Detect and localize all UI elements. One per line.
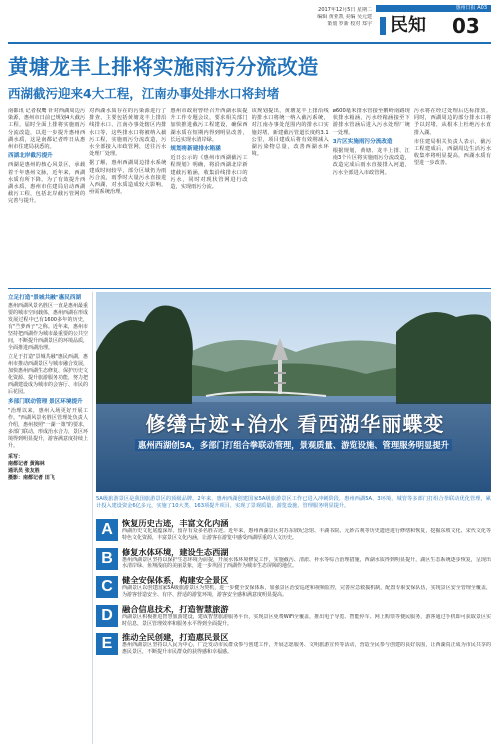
section-heading: 融合信息技术，打造智慧旅游 <box>122 603 229 614</box>
date-line: 2017年12月5日 星期二 <box>318 7 372 13</box>
feature-section <box>96 518 491 542</box>
sidebar-title: 立足打造"景城共融"惠民西湖 <box>8 295 81 301</box>
photo-overlay-title: 修缮古迹+治水 看西湖华丽蝶变 <box>145 412 445 436</box>
section-letter: D <box>96 605 118 627</box>
credit-line: 摄影：南都记者 田飞 <box>8 474 55 481</box>
credit-line: 通讯员 张友胜 <box>8 467 40 474</box>
photo-caption: 5A级旅游景区是我国旅游景区的顶级品牌。2年来，惠州西湖创建国家5A级旅游景区工作已进入冲刺阶段，惠州西湖5A、3环境、城管等多部门打组合拳联动优化管理，累计投入建设资金6亿多元，实施了10大类、163项提升项目，实现了景观质量、游览设施、管理服务明显提升。 <box>96 496 491 509</box>
section-top-bar: 惠州日报 A03 <box>376 5 491 12</box>
article-paragraph: 近日公示的《惠州市西湖截污工程规划》明确，将沿西湖北岸新建截污箱涵，收集沿线排水口的污水，同时对现状管网进行改造，实现雨污分流。 <box>170 155 248 191</box>
editor-line: 编辑 黄亚凯 美编 吴元建 <box>317 14 372 20</box>
article-column <box>333 108 410 284</box>
article-paragraph: 市住建局相关负责人表示，截污工程建成后，西湖周边生活污水收集率将明显提高，西湖水质有望进一步改善。 <box>413 138 492 167</box>
section-accent-bar <box>380 17 386 35</box>
article-subtitle: 西湖北岸截污提升 <box>8 153 53 160</box>
sidebar-paragraph: "治理以来，惠州入场更好开展工作。"西湖风景名胜区管理处负责人介绍，惠州按照"一湖一策"的要求，多部门联动，形成治水合力，景区环境得到明显提升，游客满意度持续上升。 <box>8 407 88 449</box>
photo-subtitle-text: 惠州西湖创5A，多部门打组合拳联动管理，景观质量、游览设施、管理服务明显提升 <box>135 439 452 451</box>
article-column <box>252 108 329 284</box>
section-heading: 推动全民创建，打造惠民景区 <box>122 632 229 643</box>
sidebar-paragraph: 惠州西湖风景名胜区一直是惠州最重要的城市空间载体，惠州西湖在形成发展过程中已有1600多年的历史，有"苎萝西子"之称。近年来，惠州市坚持把西湖作为城市最重要的公共空间，不断提升西湖景区的环境品质，全面推进西湖治理。 <box>8 303 88 352</box>
section-badge <box>376 5 491 39</box>
article-column <box>170 108 247 284</box>
sidebar-title: 多部门联动管理 景区环境提升 <box>8 399 83 406</box>
left-sidebar <box>8 292 88 742</box>
article-paragraph: 据了解，惠州西湖周边排水系统建成时间较早，部分区域仍为雨污合流，雨季时大量污水直接进入西湖，对水质造成较大影响，亟需系统治理。 <box>89 160 167 196</box>
article-column <box>89 108 166 284</box>
article-column <box>8 108 85 284</box>
feature-section <box>96 575 491 599</box>
article-paragraph: 污水将在经过处理后达标排放。同时，西湖周边的部分排水口将予以封堵，从根本上杜绝污水直排入湖。 <box>413 108 492 136</box>
lake-scenery-image <box>96 292 491 492</box>
top-story-body <box>8 108 491 284</box>
feature-sections <box>96 518 491 746</box>
article-subtitle: 3片区实施雨污分流改造 <box>332 138 393 145</box>
section-letter: C <box>96 576 118 598</box>
photo-overlay-subtitle <box>106 440 481 451</box>
credit-line: 南都记者 黄海林 <box>8 460 45 467</box>
article-paragraph: 该规划提出，黄塘龙丰上排沿线的排水口将统一纳入截污系统，对江南办事处范围内的排水口实施封堵，新建截污管道长度约3.1公里，项目建成后将有效削减入湖污染物总量，改善西湖水环境。 <box>251 108 329 158</box>
section-body: 西湖景区积极推进智慧旅游建设，建成智慧旅游服务平台，实现景区免费WiFi全覆盖，推出电子导览、智能停车、网上购票等便民服务，游客通过手机即可获取景区实时信息，景区管理效率和服务水平得到全面提升。 <box>122 613 491 627</box>
page-header <box>0 0 499 46</box>
section-heading: 健全安保体系，构建安全景区 <box>122 575 229 586</box>
sidebar-paragraph: 立足于打造"景城共融"惠民西湖，惠州市推动西湖景区与城市融合发展，加快惠州西湖生态修复、保护历史文化资源、提升旅游服务功能，努力把西湖建设成为城市的会客厅、市民的后花园。 <box>8 354 88 396</box>
credits <box>8 454 88 482</box>
article-paragraph: ø600毫米排水管接至鹅岭南路现状排水箱涵，污水经箱涵接至下游排水管涵后进入污水处理厂统一处理。 <box>332 108 410 136</box>
story-divider <box>8 288 491 289</box>
article-subtitle: 规划将新建排水箱涵 <box>170 146 221 153</box>
proofreader-line: 策划 罗新 校对 郑宇 <box>327 21 372 27</box>
header-rule <box>8 42 491 44</box>
section-body: 西湖历史文化底蕴深厚，留存有众多名胜古迹。近年来，惠州西湖景区对苏东坡纪念馆、丰湖书院、元妙古观等历史遗迹进行修缮和恢复，挖掘东坡文化、宋代文化等特色文化资源，丰富景区文化内涵，让游客在游览中感受西湖厚重的人文历史。 <box>122 528 491 541</box>
article-paragraph: 对西湖水质存在的污染源进行了排查，主要包括黄塘龙丰上排沿线排水口、江南办事处辖区内排水口等，这些排水口将被纳入截污工程，实施雨污分流改造，污水全部接入市政管网，送往污水处理厂处理。 <box>89 108 167 158</box>
article-paragraph: 西湖是惠州的核心风景区，承载着千年惠州文脉，近年来，西湖水质有所下降，为了有效提升西湖水质，惠州市住建局启动西湖截污工程，包括北岸截污管网的完善与提升。 <box>8 162 86 205</box>
feature-section <box>96 632 491 656</box>
article-paragraph: 南都讯 记者权鹰 针对西湖周边污染源，惠州市日前已规划4大截污工程，届时全面上排将实施雨污分流改造，以进一步提升惠州西湖水质，这是南都记者昨日从惠州市住建局获悉的。 <box>8 108 86 151</box>
credit-line: 采写： <box>8 453 24 460</box>
section-heading: 修复水体环境，建设生态西湖 <box>122 546 229 557</box>
section-letter: B <box>96 548 118 570</box>
section-letter: A <box>96 519 118 541</box>
page-number: 03 <box>452 14 480 38</box>
section-heading: 恢复历史古迹，丰富文化内涵 <box>122 518 229 528</box>
section-letter: E <box>96 633 118 655</box>
article-paragraph: 根据规划，黄塘、龙丰上排、江南3个片区将实施雨污分流改造，改造完成后雨水直接排入河道，污水全部进入市政管网。 <box>332 148 410 176</box>
article-paragraph: 惠州市政府曾经召开西湖水质提升工作专题会议，要求相关部门加快推进截污工程建设，确保西湖水质在短期内得到明显改善，长远实现水清岸绿。 <box>170 108 248 143</box>
sidebar-divider <box>92 292 93 744</box>
section-body: 惠州西湖景区坚持以人民为中心，广泛发动市民群众参与创建工作，开展志愿服务、文明旅游宣传等活动，营造全民参与创建的良好氛围，让西湖真正成为市民共享的惠民景区，不断提升市民群众的获得感和幸福感。 <box>122 642 491 656</box>
feature-section <box>96 604 491 628</box>
top-story-subhead: 西湖截污迎来4大工程，江南办事处排水口将封堵 <box>8 86 280 101</box>
section-name: 民知 <box>390 15 426 36</box>
feature-section <box>96 547 491 571</box>
section-body: 西湖景区以创建国家5A级旅游景区为契机，进一步健全安保体系，加强景区治安巡逻和视频监控，完善应急救援机制，配置专职安保队伍，实现景区安全管理全覆盖，为游客营造安全、有序、舒适的游览环境，游客安全感和满意度明显提高。 <box>122 585 491 598</box>
feature-photo <box>96 292 491 492</box>
section-body: 惠州西湖景区坚持以保护生态环境为前提，开展水体环境修复工作，实施截污、清淤、补水等综合治理措施，西湖水质得到明显提升，湖区生态系统逐步恢复，呈现出水清岸绿、鱼翔浅底的美丽景象，进一步巩固了西湖作为城市生态屏障的地位。 <box>122 556 491 570</box>
publication-info <box>268 7 372 28</box>
article-column <box>414 108 491 284</box>
top-story-headline: 黄塘龙丰上排将实施雨污分流改造 <box>8 55 319 79</box>
